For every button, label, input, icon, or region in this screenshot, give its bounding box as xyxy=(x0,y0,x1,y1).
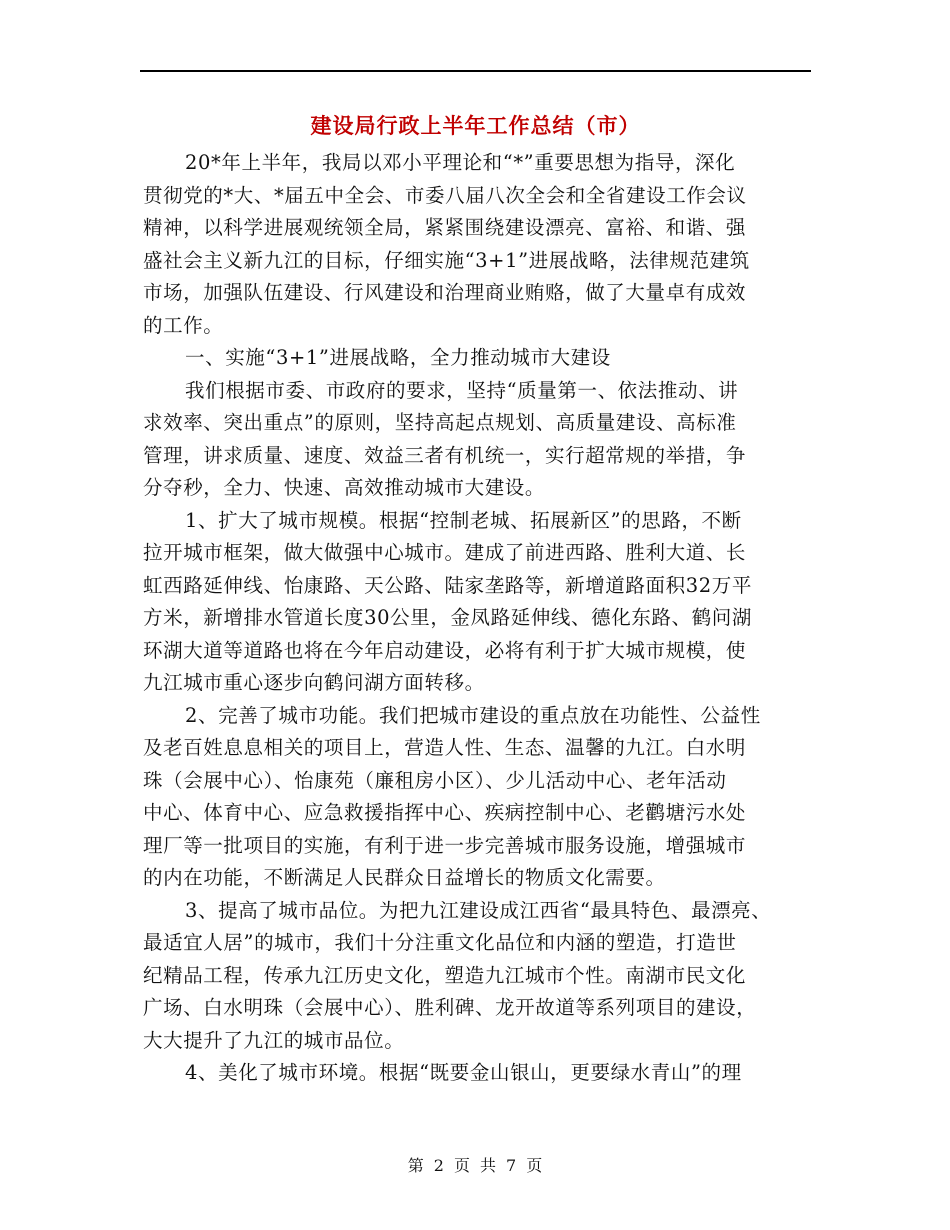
paragraph-line: 市场，加强队伍建设、行风建设和治理商业贿赂，做了大量卓有成效 xyxy=(143,281,747,304)
paragraph-line: 理厂等一批项目的实施，有利于进一步完善城市服务设施，增强城市 xyxy=(143,833,747,857)
paragraph-line: 大大提升了九江的城市品位。 xyxy=(143,1028,405,1052)
page-footer xyxy=(0,1153,950,1176)
paragraph-line: 求效率、突出重点”的原则，坚持高起点规划、高质量建设、高标准 xyxy=(143,411,737,434)
paragraph-line: 中心、体育中心、应急救援指挥中心、疾病控制中心、老鹳塘污水处 xyxy=(143,801,747,824)
header-rule xyxy=(140,70,811,72)
footer-label: 页 xyxy=(453,1156,470,1175)
paragraph-line: 最适宜人居”的城市，我们十分注重文化品位和内涵的塑造，打造世 xyxy=(143,931,737,954)
page-number: 2 xyxy=(433,1156,444,1175)
paragraph-line: 及老百姓息息相关的项目上，营造人性、生态、温馨的九江。白水明 xyxy=(143,736,747,759)
paragraph-line: 方米，新增排水管道长度30公里，金凤路延伸线、德化东路、鹤问湖 xyxy=(143,606,752,629)
paragraph-line: 分夺秒，全力、快速、高效推动城市大建设。 xyxy=(143,476,546,499)
paragraph-line: 贯彻党的*大、*届五中全会、市委八届八次全会和全省建设工作会议 xyxy=(143,183,747,207)
footer-label: 第 xyxy=(407,1156,424,1175)
section-heading: 一、实施“3+1”进展战略，全力推动城市大建设 xyxy=(185,346,611,369)
paragraph-line: 珠（会展中心）、怡康苑（廉租房小区）、少儿活动中心、老年活动 xyxy=(143,768,727,792)
paragraph-line: 的工作。 xyxy=(143,313,224,337)
paragraph-line: 4、美化了城市环境。根据“既要金山银山，更要绿水青山”的理 xyxy=(185,1061,742,1084)
footer-label: 页 xyxy=(526,1156,543,1175)
document-title: 建设局行政上半年工作总结（市） xyxy=(310,114,641,138)
paragraph-line: 的内在功能，不断满足人民群众日益增长的物质文化需要。 xyxy=(143,866,666,889)
paragraph-line: 3、提高了城市品位。为把九江建设成江西省“最具特色、最漂亮、 xyxy=(185,898,772,922)
paragraph-line: 虹西路延伸线、怡康路、天公路、陆家垄路等，新增道路面积32万平 xyxy=(143,573,752,597)
paragraph-line: 2、完善了城市功能。我们把城市建设的重点放在功能性、公益性 xyxy=(185,703,761,727)
paragraph-line: 拉开城市框架，做大做强中心城市。建成了前进西路、胜利大道、长 xyxy=(143,541,747,564)
total-pages: 7 xyxy=(506,1156,517,1175)
document-body xyxy=(143,147,811,1090)
paragraph-line: 盛社会主义新九江的目标，仔细实施“3+1”进展战略，法律规范建筑 xyxy=(143,248,750,272)
paragraph-line: 纪精品工程，传承九江历史文化，塑造九江城市个性。南湖市民文化 xyxy=(143,963,747,987)
paragraph-line: 管理，讲求质量、速度、效益三者有机统一，实行超常规的举措，争 xyxy=(143,443,747,467)
paragraph-line: 20*年上半年，我局以邓小平理论和“*”重要思想为指导，深化 xyxy=(185,151,736,174)
paragraph-line: 广场、白水明珠（会展中心）、胜利碑、龙开故道等系列项目的建设， xyxy=(143,996,757,1019)
paragraph-line: 九江城市重心逐步向鹤问湖方面转移。 xyxy=(143,671,485,694)
paragraph-line: 环湖大道等道路也将在今年启动建设，必将有利于扩大城市规模，使 xyxy=(143,638,747,662)
paragraph-line: 1、扩大了城市规模。根据“控制老城、拓展新区”的思路，不断 xyxy=(185,508,742,532)
paragraph-line: 我们根据市委、市政府的要求，坚持“质量第一、依法推动、讲 xyxy=(185,378,739,402)
paragraph-line: 精神，以科学进展观统领全局，紧紧围绕建设漂亮、富裕、和谐、强 xyxy=(143,216,747,239)
footer-label: 共 xyxy=(480,1156,497,1175)
